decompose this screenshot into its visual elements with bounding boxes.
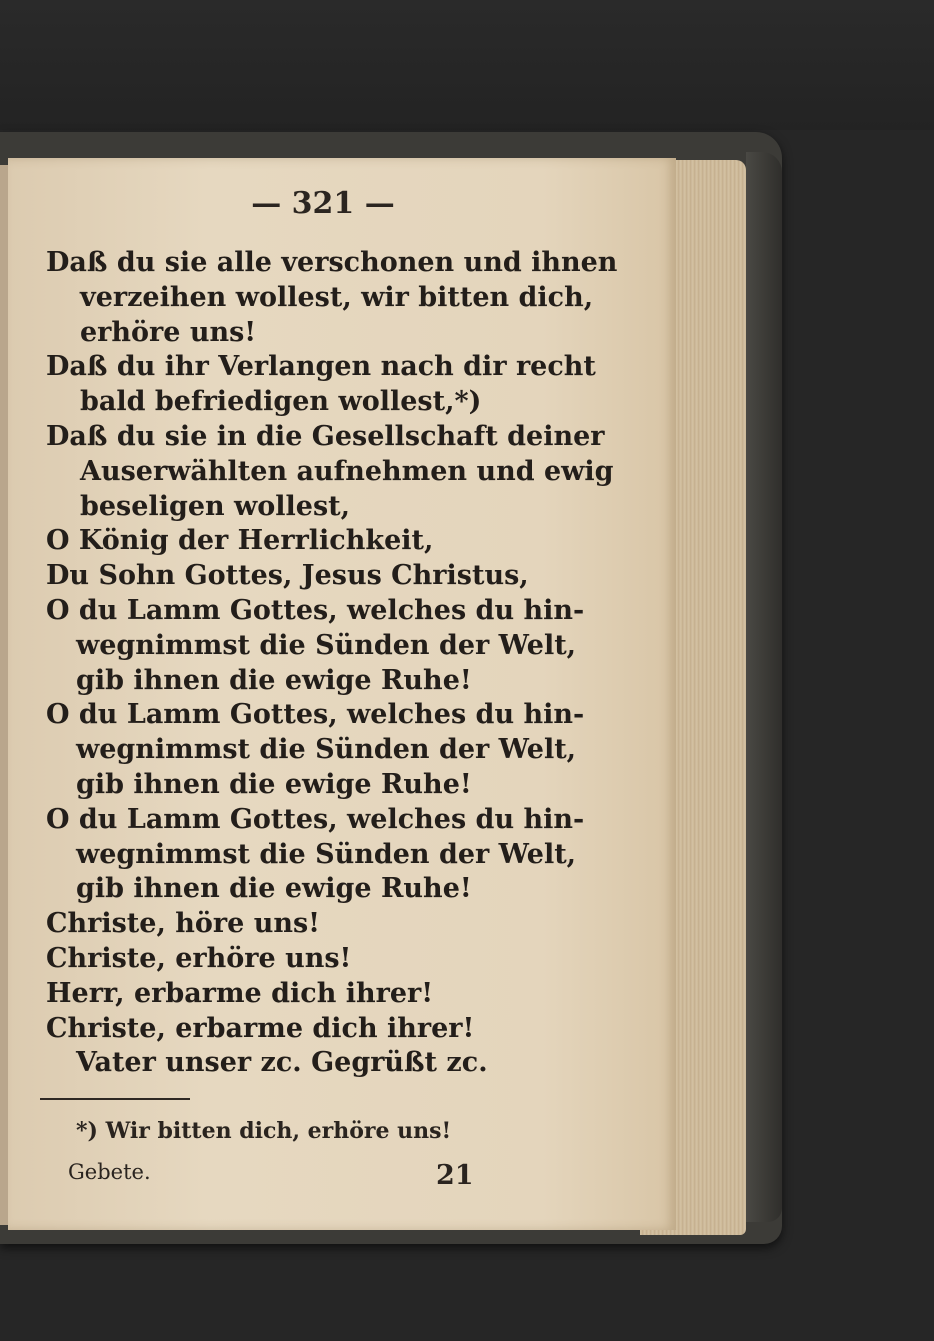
text-line: Daß du sie alle verschonen und ihnen bbox=[46, 247, 618, 278]
text-line: Christe, erbarme dich ihrer! bbox=[46, 1012, 475, 1044]
text-line: O du Lamm Gottes, welches du hin- bbox=[46, 699, 585, 731]
dark-background bbox=[0, 0, 934, 130]
page-number: — 321 — bbox=[251, 186, 395, 221]
text-line: Daß du ihr Verlangen nach dir recht bbox=[46, 351, 596, 383]
text-line: gib ihnen die ewige Ruhe! bbox=[76, 664, 472, 696]
text-line: Herr, erbarme dich ihrer! bbox=[46, 977, 434, 1009]
text-line: Du Sohn Gottes, Jesus Christus, bbox=[46, 560, 529, 592]
text-line: Auserwählten aufnehmen und ewig bbox=[80, 455, 614, 487]
cover-edge bbox=[746, 152, 782, 1222]
signature-mark: Gebete. bbox=[68, 1160, 151, 1184]
text-line: wegnimmst die Sünden der Welt, bbox=[76, 838, 577, 870]
text-line: O du Lamm Gottes, welches du hin- bbox=[46, 594, 585, 626]
footnote: *) Wir bitten dich, erhöre uns! bbox=[76, 1118, 452, 1144]
text-line: Christe, erhöre uns! bbox=[46, 942, 352, 974]
sheet-number: 21 bbox=[436, 1160, 474, 1191]
text-line: gib ihnen die ewige Ruhe! bbox=[76, 873, 472, 905]
litany-text bbox=[46, 246, 618, 1081]
text-line: verzeihen wollest, wir bitten dich, bbox=[80, 281, 594, 313]
text-line: wegnimmst die Sünden der Welt, bbox=[76, 629, 577, 661]
text-line: O du Lamm Gottes, welches du hin- bbox=[46, 803, 585, 835]
text-line: O König der Herrlichkeit, bbox=[46, 525, 434, 557]
text-line: gib ihnen die ewige Ruhe! bbox=[76, 768, 472, 800]
text-line: beseligen wollest, bbox=[80, 490, 351, 522]
text-line: erhöre uns! bbox=[80, 316, 257, 348]
text-line: wegnimmst die Sünden der Welt, bbox=[76, 734, 577, 766]
text-line: bald befriedigen wollest,*) bbox=[80, 386, 482, 418]
text-line: Daß du sie in die Gesellschaft deiner bbox=[46, 420, 605, 452]
text-line: Christe, höre uns! bbox=[46, 908, 321, 940]
text-line: Vater unser zc. Gegrüßt zc. bbox=[76, 1047, 488, 1079]
footnote-rule bbox=[40, 1098, 190, 1100]
